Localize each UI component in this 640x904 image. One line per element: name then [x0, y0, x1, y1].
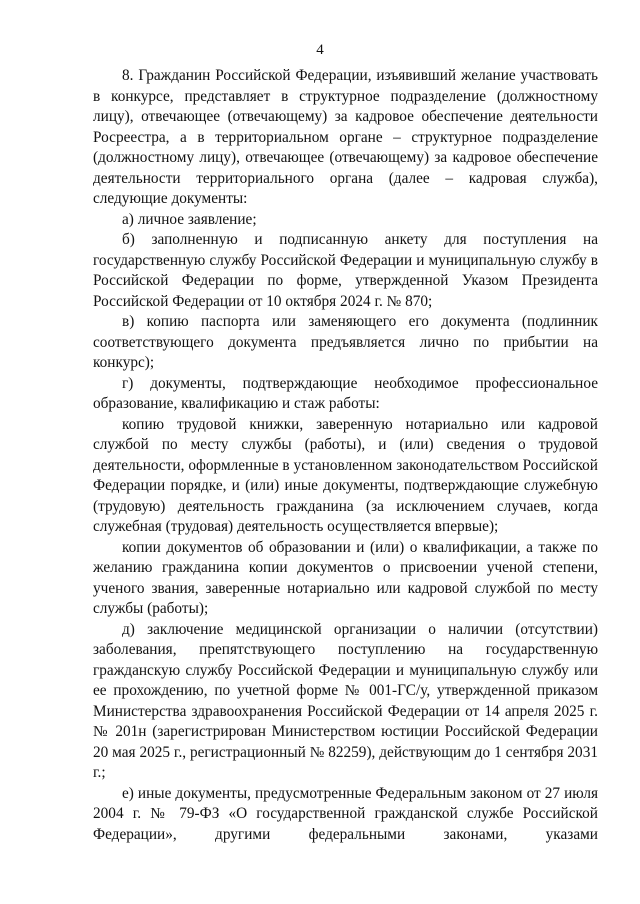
paragraph-subitem-v: в) копию паспорта или заменяющего его документа (подлинник соответствующего документа предъявляется лично по прибытии на конкурс); [93, 313, 598, 371]
paragraph-education-docs: копии документов об образовании и (или) о квалификации, а также по желанию гражданина копии документов о присвоении ученой степени, ученого звания, заверенные нотариально или кадровой службой по месту службы (работы); [93, 538, 598, 617]
paragraph-subitem-a: а) личное заявление; [122, 210, 257, 228]
paragraph-work-record: копию трудовой книжки, заверенную нотариально или кадровой службой по месту службы (работы), и (или) сведения о трудовой деятельности, оформленные в установленном законодательством Российской Федерации порядке, и (или) иные документы, подтверждающие служебную (трудовую) деятельность гражданина (за исключением случаев, когда служебная (трудовая) деятельность осуществляется впервые); [93, 415, 598, 535]
paragraph-item-8: 8. Гражданин Российской Федерации, изъявивший желание участвовать в конкурсе, представляет в структурное подразделение (должностному лицу), отвечающее (отвечающему) за кадровое обеспечение деятельности Росреестра, а в территориальном органе – структурное подразделение (должностному лицу), отвечающее (отвечающему) за кадровое обеспечение деятельности территориального органа (далее – кадровая служба), следующие документы: [93, 67, 598, 207]
paragraph-subitem-g: г) документы, подтверждающие необходимое профессиональное образование, квалификацию и стаж работы: [93, 374, 598, 412]
paragraph-subitem-e: е) иные документы, предусмотренные Федеральным законом от 27 июля 2004 г. № 79-ФЗ «О государственной гражданской службе Российской Федерации», другими федеральными законами, указами [93, 784, 598, 843]
paragraph-subitem-b: б) заполненную и подписанную анкету для поступления на государственную службу Российской Федерации и муниципальную службу в Российской Федерации по форме, утвержденной Указом Президента Российской Федерации от 10 октября 2024 г. № 870; [93, 231, 598, 310]
document-body [93, 66, 598, 845]
page-number: 4 [316, 42, 324, 58]
paragraph-subitem-d: д) заключение медицинской организации о наличии (отсутствии) заболевания, препятствующего поступлению на государственную гражданскую службу Российской Федерации и муниципальную службу или ее прохождению, по учетной форме № 001-ГС/у, утвержденной приказом Министерства здравоохранения Российской Федерации от 14 апреля 2025 г. № 201н (зарегистрирован Министерством юстиции Российской Федерации 20 мая 2025 г., регистрационный № 82259), действующим до 1 сентября 2031 г.; [93, 620, 598, 781]
